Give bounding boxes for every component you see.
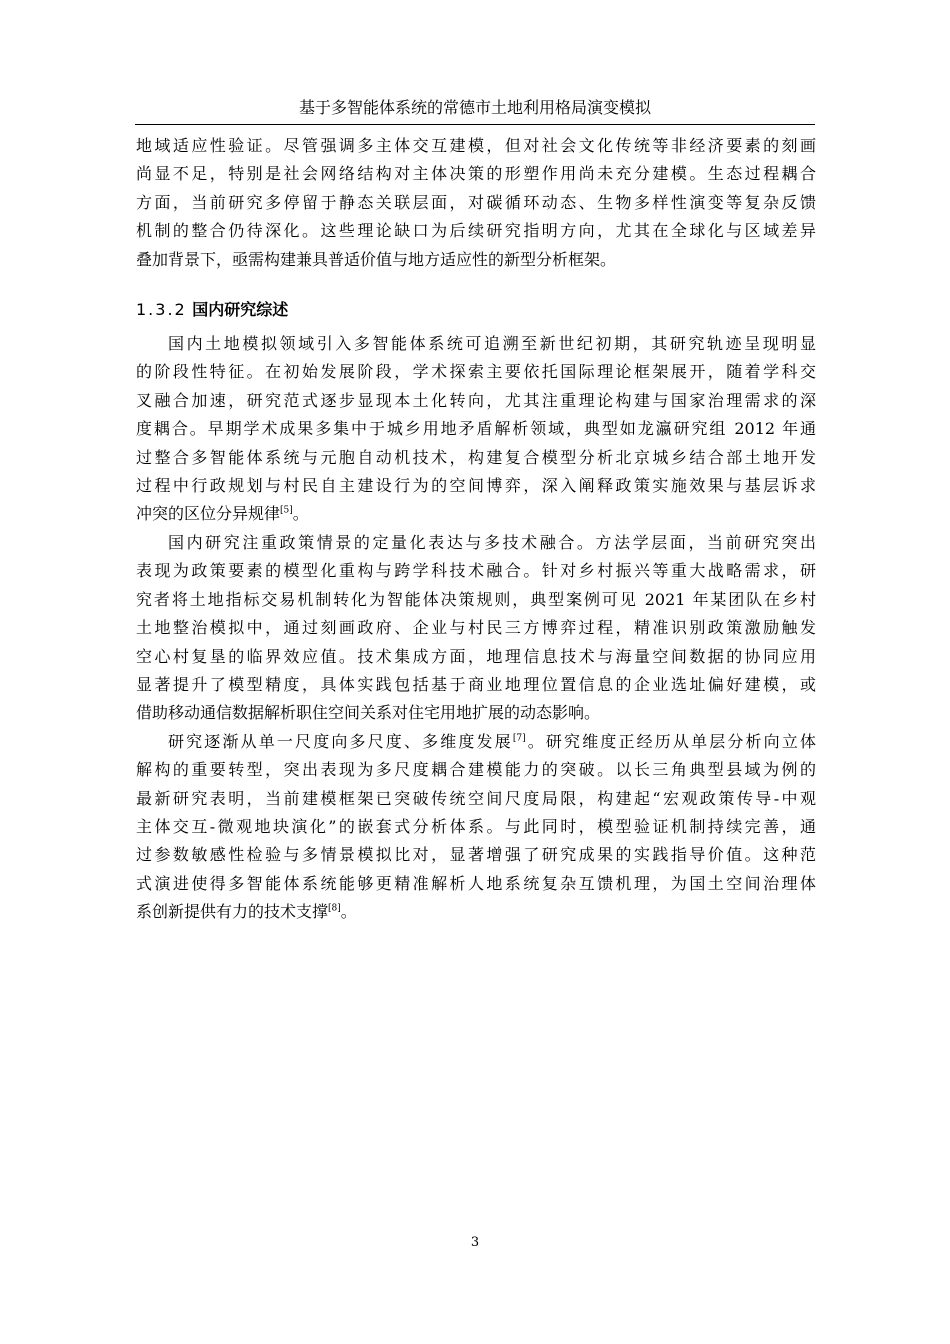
punctuation: 。: [292, 504, 309, 524]
text-line: 过整合多智能体系统与元胞自动机技术，构建复合模型分析北京城乡结合部土地开发: [136, 447, 816, 467]
text-line: 叉融合加速，研究范式逐步显现本土化转向，尤其注重理论构建与国家治理需求的深: [136, 390, 816, 410]
text-line: 显著提升了模型精度，具体实践包括基于商业地理位置信息的企业选址偏好建模，或: [136, 674, 816, 694]
text-line: 的阶段性特征。在初始发展阶段，学术探索主要依托国际理论框架展开，随着学科交: [136, 362, 816, 382]
section-heading: [136, 300, 816, 320]
citation-ref: [7]: [512, 733, 526, 744]
page-number: 3: [470, 1235, 480, 1250]
section-title: 国内研究综述: [192, 300, 289, 320]
text-line: 地域适应性验证。尽管强调多主体交互建模，但对社会文化传统等非经济要素的刻画: [136, 136, 816, 155]
text-fragment: 系创新提供有力的技术支撑: [136, 902, 329, 922]
paragraph-domestic-origins: [136, 330, 816, 529]
paragraph-multiscale: [136, 728, 816, 927]
punctuation: 。: [340, 902, 357, 922]
text-line: 土地整治模拟中，通过刻画政府、企业与村民三方博弈过程，精准识别政策激励触发: [136, 618, 816, 638]
text-line: 机制的整合仍待深化。这些理论缺口为后续研究指明方向，尤其在全球化与区域差异: [136, 221, 816, 241]
text-line: 尚显不足，特别是社会网络结构对主体决策的形塑作用尚未充分建模。生态过程耦合: [136, 164, 816, 184]
text-line: 最新研究表明，当前建模框架已突破传统空间尺度局限，构建起“宏观政策传导-中观: [136, 788, 816, 808]
citation-ref: [8]: [328, 903, 341, 914]
text-line: 过程中行政规划与村民自主建设行为的空间博弈，深入阐释政策实施效果与基层诉求: [136, 476, 816, 496]
text-fragment: 。研究维度正经历从单层分析向立体: [525, 731, 816, 751]
paragraph-continued: [136, 132, 816, 274]
text-line: 空心村复垦的临界效应值。技术集成方面，地理信息技术与海量空间数据的协同应用: [136, 646, 816, 666]
page-body: [136, 132, 816, 927]
text-line: 究者将土地指标交易机制转化为智能体决策规则，典型案例可见 2021 年某团队在乡村: [136, 589, 816, 609]
text-line: 叠加背景下，亟需构建兼具普适价值与地方适应性的新型分析框架。: [136, 249, 617, 269]
text-line: 国内研究注重政策情景的定量化表达与多技术融合。方法学层面，当前研究突出: [168, 532, 816, 552]
text-line: 借助移动通信数据解析职住空间关系对住宅用地扩展的动态影响。: [136, 703, 601, 723]
text-fragment: 研究逐渐从单一尺度向多尺度、多维度发展: [168, 731, 513, 751]
text-line: 解构的重要转型，突出表现为多尺度耦合建模能力的突破。以长三角典型县域为例的: [136, 760, 816, 780]
text-line: 国内土地模拟领域引入多智能体系统可追溯至新世纪初期，其研究轨迹呈现明显: [168, 334, 816, 354]
paragraph-policy-quantification: [136, 529, 816, 728]
text-fragment: 冲突的区位分异规律: [136, 504, 281, 524]
text-line: 主体交互-微观地块演化”的嵌套式分析体系。与此同时，模型验证机制持续完善，通: [136, 816, 816, 836]
running-header: 基于多智能体系统的常德市土地利用格局演变模拟: [298, 98, 651, 117]
text-line: 式演进使得多智能体系统能够更精准解析人地系统复杂互馈机理，为国土空间治理体: [136, 873, 816, 893]
text-line: [136, 500, 816, 528]
text-line: 表现为政策要素的模型化重构与跨学科技术融合。针对乡村振兴等重大战略需求，研: [136, 561, 816, 581]
text-line: 方面，当前研究多停留于静态关联层面，对碳循环动态、生物多样性演变等复杂反馈: [136, 192, 816, 212]
text-line: [136, 728, 816, 756]
text-line: [136, 898, 816, 926]
text-line: 度耦合。早期学术成果多集中于城乡用地矛盾解析领域，典型如龙瀛研究组 2012 年通: [136, 419, 816, 439]
citation-ref: [5]: [280, 506, 293, 517]
text-line: 过参数敏感性检验与多情景模拟比对，显著增强了研究成果的实践指导价值。这种范: [136, 845, 816, 865]
header-rule: [135, 124, 815, 125]
section-number: 1.3.2: [136, 300, 187, 320]
